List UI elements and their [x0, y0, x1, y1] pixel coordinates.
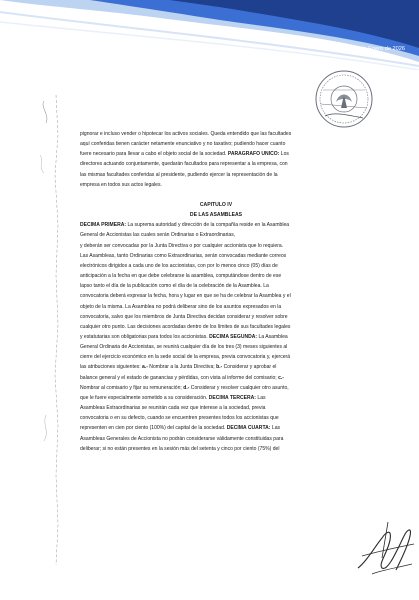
- body-line: convocatoria deberá expresar la fecha, hora y lugar en que se ha de celebrar la Asamblea y el: [80, 293, 291, 300]
- body-line: representen en cien por ciento (100%) del capital de la sociedad. DECIMA CUARTA: Las: [80, 425, 281, 432]
- body-line: electrónicos dirigidos a cada uno de los accionistas, con por lo menos cinco (05) días de: [80, 262, 278, 269]
- body-line: General de Accionistas las cuales serán Ordinarias o Extraordinarias,: [80, 232, 236, 239]
- body-line: Las Asambleas, tanto Ordinarias como Extraordinarias, serán convocadas mediante correos: [80, 252, 287, 259]
- body-line: y estatutarias son obligatorias para todos los accionistas. DECIMA SEGUNDA: La Asamblea: [80, 333, 288, 340]
- intro-line: directores actuando conjuntamente, quedarán facultados para representar a la empresa, con: [80, 161, 288, 168]
- handwritten-signature-icon: [352, 518, 418, 580]
- chapter-subtitle: DE LAS ASAMBLEAS: [189, 212, 243, 219]
- intro-line: las mismas facultades conferidas al presidente, pudiendo ejercer la representación de la: [80, 171, 278, 178]
- header-date: Acarigua, 08 de Enero de 2026: [327, 46, 405, 52]
- margin-stamp-marks: [0, 95, 60, 565]
- document-body: [80, 129, 352, 454]
- body-line: balance general y el estado de ganancias y pérdidas, con vista al informe del comisario; c.-: [80, 374, 284, 381]
- body-line: cualquier otro punto. Las decisiones acordadas dentro de los límites de sus facultades legales: [80, 323, 291, 330]
- body-line: convocatoria o en su defecto, cuando se encuentren presentes todos los accionistas que: [80, 415, 279, 422]
- body-line: objeto de la misma. La Asamblea no podrá deliberar sino de los asuntos expresados en la: [80, 303, 282, 310]
- body-line: convocatoria, salvo que los miembros de Junta Directiva decidan considerar y resolver sobre: [80, 313, 288, 320]
- body-line: Asambleas Generales de Accionista no podrán considerarse válidamente constituidas para: [80, 435, 284, 442]
- header-band: [0, 0, 419, 70]
- body-line: deliberar; si no están presentes en la sesión más del setenta y cinco por ciento (75%) del: [80, 445, 280, 452]
- body-line: Asambleas Extraordinarias se reunirán cada vez que interese a la sociedad, previa: [80, 405, 266, 412]
- body-line: y deberán ser convocadas por la Junta Directiva o por cualquier accionista que lo requiera.: [80, 242, 284, 249]
- body-line: Nombrar al comisario y fijar su remuneración; d.- Considerar y resolver cualquier otro asunto,: [80, 384, 289, 391]
- intro-line: empresa en todos sus actos legales.: [80, 181, 162, 188]
- notary-seal-icon: [313, 68, 375, 130]
- body-line: General Ordinaria de Accionistas, se reunirá cualquier día de los tres (3) meses siguientes al: [80, 344, 288, 351]
- body-line: DECIMA PRIMERA: La suprema autoridad y dirección de la compañía reside en la Asamblea: [80, 222, 290, 229]
- body-line: anticipación a la fecha en que debe celebrarse la asamblea, computándose dentro de ese: [80, 273, 282, 280]
- body-line: que le fuere especialmente sometido a su consideración. DECIMA TERCERA: Las: [80, 394, 266, 401]
- body-line: cierre del ejercicio económico en la sede social de la empresa, previa convocatoria y, ejercerá: [80, 354, 291, 361]
- body-line: lapso tanto el día de la publicación como el día de la celebración de la Asamblea. La: [80, 283, 269, 290]
- intro-line: aquí conferidas tienen carácter netamente enunciativo y no taxativo; pudiendo hacer cuanto: [80, 141, 286, 148]
- intro-line: fuere necesario para llevar a cabo el objeto social de la sociedad. PARAGRAFO UNICO: Los: [80, 151, 289, 158]
- body-line: las atribuciones siguientes: a.- Nombrar a la Junta Directiva; b.- Considerar y aprobar el: [80, 364, 277, 371]
- intro-line: pignorar e incluso vender o hipotecar los activos sociales. Queda entendido que las facultades: [80, 131, 292, 137]
- chapter-title: CAPITULO IV: [199, 201, 233, 208]
